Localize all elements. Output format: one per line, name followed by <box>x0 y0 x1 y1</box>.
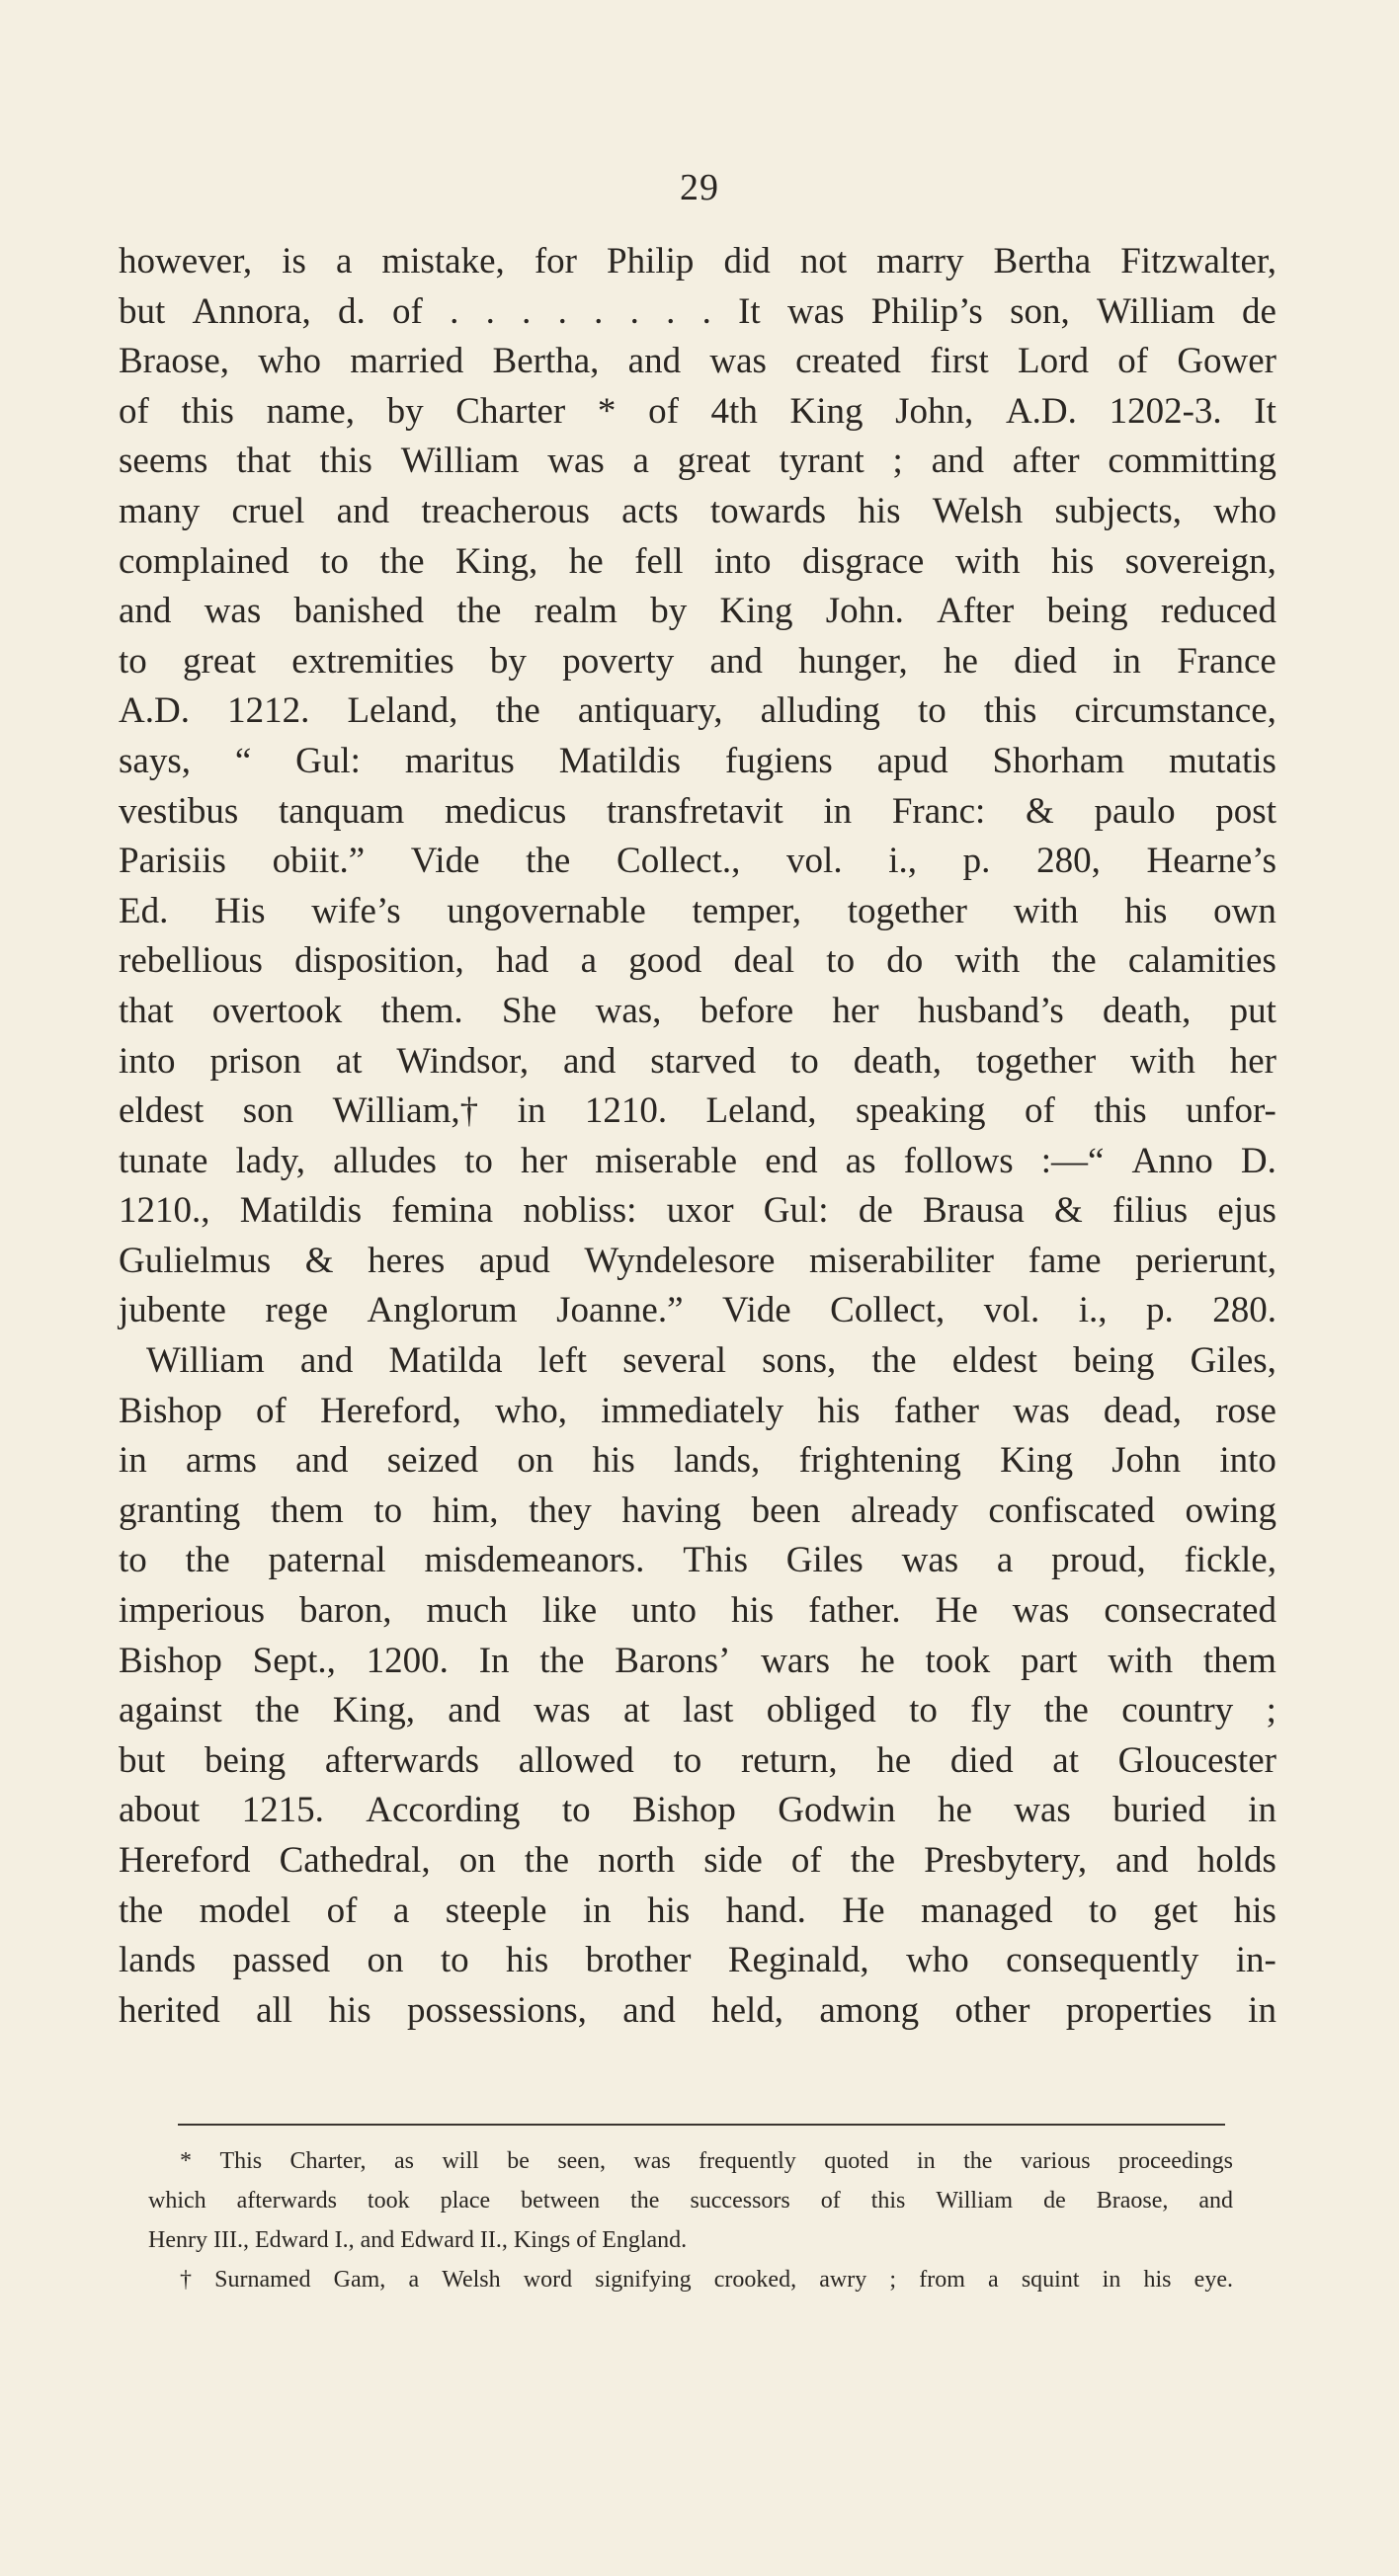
text-line: the model of a steeple in his hand. He managed to get his <box>119 1890 1276 1931</box>
text-line: A.D. 1212. Leland, the antiquary, alluding to this circumstance, <box>119 690 1276 732</box>
text-line: to the paternal misdemeanors. This Giles was a proud, fickle, <box>119 1540 1276 1581</box>
text-line: that overtook them. She was, before her husband’s death, put <box>119 990 1276 1031</box>
text-line: of this name, by Charter * of 4th King John, A.D. 1202-3. It <box>119 390 1276 432</box>
text-line: to great extremities by poverty and hunger, he died in France <box>119 640 1276 682</box>
text-line: Parisiis obiit.” Vide the Collect., vol. i., p. 280, Hearne’s <box>119 841 1276 882</box>
text-line: Ed. His wife’s ungovernable temper, together with his own <box>119 890 1276 931</box>
text-line: jubente rege Anglorum Joanne.” Vide Collect, vol. i., p. 280. <box>119 1290 1276 1331</box>
text-line: Bishop of Hereford, who, immediately his father was dead, rose <box>119 1390 1276 1431</box>
text-line: granting them to him, they having been already confiscated owing <box>119 1489 1276 1531</box>
text-line: lands passed on to his brother Reginald, who consequently in- <box>119 1940 1276 1981</box>
text-line: herited all his possessions, and held, among other properties in <box>119 1989 1276 2031</box>
footnote-divider <box>178 2124 1225 2126</box>
text-line: however, is a mistake, for Philip did not marry Bertha Fitzwalter, <box>119 241 1276 282</box>
text-line: eldest son William,† in 1210. Leland, speaking of this unfor- <box>119 1090 1276 1132</box>
footnote-line: Henry III., Edward I., and Edward II., Kings of England. <box>148 2227 688 2253</box>
text-line: and was banished the realm by King John. After being reduced <box>119 591 1276 632</box>
text-line: but being afterwards allowed to return, he died at Gloucester <box>119 1739 1276 1781</box>
text-line: Gulielmus & heres apud Wyndelesore miserabiliter fame perierunt, <box>119 1240 1276 1281</box>
footnote-line: which afterwards took place between the successors of this William de Braose, and <box>148 2188 1233 2214</box>
page-number: 29 <box>680 167 719 208</box>
text-line: into prison at Windsor, and starved to death, together with her <box>119 1040 1276 1082</box>
text-line: complained to the King, he fell into disgrace with his sovereign, <box>119 540 1276 582</box>
body-text <box>119 237 1276 2036</box>
footnote-line: * This Charter, as will be seen, was frequently quoted in the various proceedings <box>180 2148 1233 2174</box>
text-line: Braose, who married Bertha, and was created first Lord of Gower <box>119 341 1276 382</box>
text-line: rebellious disposition, had a good deal to do with the calamities <box>119 940 1276 982</box>
text-line: Hereford Cathedral, on the north side of the Presbytery, and holds <box>119 1840 1276 1881</box>
text-line: vestibus tanquam medicus transfretavit in Franc: & paulo post <box>119 790 1276 832</box>
text-line: against the King, and was at last obliged to fly the country ; <box>119 1690 1276 1731</box>
text-line: in arms and seized on his lands, frightening King John into <box>119 1440 1276 1482</box>
text-line: says, “ Gul: maritus Matildis fugiens apud Shorham mutatis <box>119 740 1276 781</box>
text-line: Bishop Sept., 1200. In the Barons’ wars he took part with them <box>119 1640 1276 1681</box>
text-line: seems that this William was a great tyrant ; and after committing <box>119 441 1276 482</box>
text-line: tunate lady, alludes to her miserable end as follows :—“ Anno D. <box>119 1140 1276 1181</box>
text-line: but Annora, d. of . . . . . . . . It was Philip’s son, William de <box>119 290 1276 332</box>
text-line: 1210., Matildis femina nobliss: uxor Gul: de Brausa & filius ejus <box>119 1190 1276 1232</box>
text-line: about 1215. According to Bishop Godwin he was buried in <box>119 1790 1276 1831</box>
text-line: imperious baron, much like unto his father. He was consecrated <box>119 1590 1276 1632</box>
footnote-line: † Surnamed Gam, a Welsh word signifying crooked, awry ; from a squint in his eye. <box>180 2267 1233 2293</box>
text-line: William and Matilda left several sons, the eldest being Giles, <box>146 1340 1276 1382</box>
text-line: many cruel and treacherous acts towards his Welsh subjects, who <box>119 490 1276 531</box>
footnotes <box>148 2141 1233 2299</box>
